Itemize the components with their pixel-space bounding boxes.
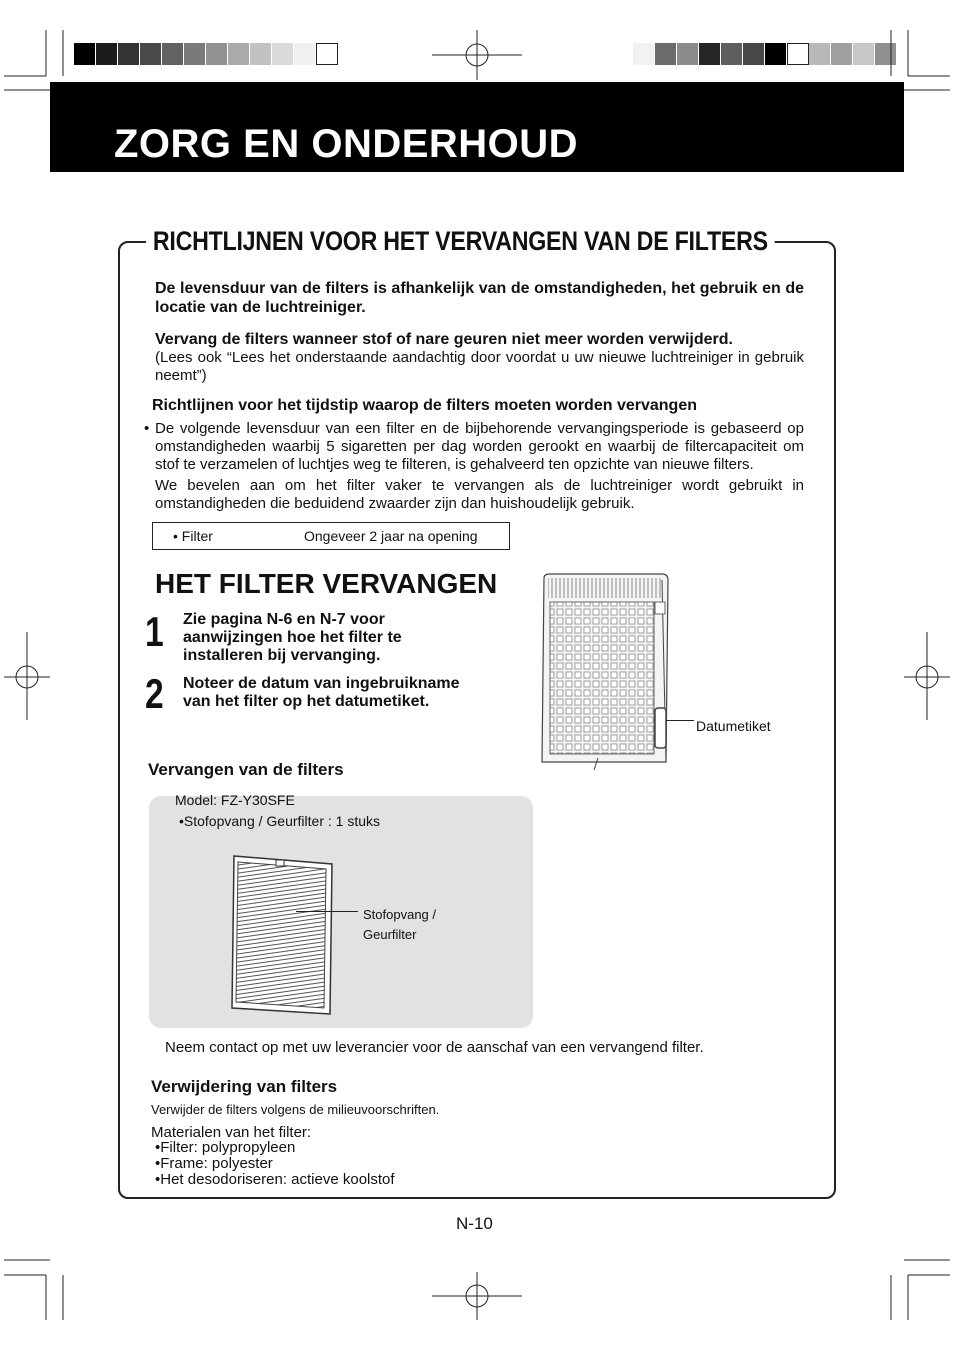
filter-info-panel xyxy=(149,796,533,1028)
model-text: Model: FZ-Y30SFE xyxy=(175,792,295,808)
header-banner xyxy=(50,82,904,172)
replace-heading: Vervang de filters wanneer stof of nare geuren niet meer worden verwijderd. xyxy=(155,331,733,348)
materials-list xyxy=(155,1140,395,1188)
filter-label-line-2: Geurfilter xyxy=(363,927,417,942)
date-label: Datumetiket xyxy=(696,718,771,734)
step-1-text: Zie pagina N-6 en N-7 voor aanwijzingen hoe het filter te installeren bij vervanging. xyxy=(183,611,402,664)
date-label-leader xyxy=(666,720,694,721)
model-item: •Stofopvang / Geurfilter : 1 stuks xyxy=(179,813,380,829)
material-item: •Het desodoriseren: actieve koolstof xyxy=(155,1171,395,1188)
timing-heading: Richtlijnen voor het tijdstip waarop de filters moeten worden vervangen xyxy=(152,397,697,414)
material-item: •Filter: polypropyleen xyxy=(155,1139,296,1156)
filter-label-line-1: Stofopvang / xyxy=(363,907,436,922)
contact-text: Neem contact op met uw leverancier voor de aanschaf van een vervangend filter. xyxy=(165,1039,704,1056)
replacement-heading: Vervangen van de filters xyxy=(148,760,344,779)
step-2-text: Noteer de datum van ingebruikname van het filter op het datumetiket. xyxy=(183,675,460,710)
filter-label xyxy=(363,905,436,945)
timing-bullet: De volgende levensduur van een filter en de bijbehorende vervangingsperiode is gebaseerd op omstandigheden waarbij 5 sigaretten per dag worden gerookt en waarbij de filtercapaciteit om stof te verzamelen of luchtjes weg te filteren, is gehalveerd ten opzichte van nieuwe filters. xyxy=(155,420,804,473)
filter-icon xyxy=(230,852,336,1018)
materials-heading: Materialen van het filter: xyxy=(151,1124,312,1141)
replace-title: HET FILTER VERVANGEN xyxy=(155,568,498,599)
intro-text: De levensduur van de filters is afhankelijk van de omstandigheden, het gebruik en de locatie van de luchtreiniger. xyxy=(155,280,804,316)
replace-note: (Lees ook “Lees het onderstaande aandachtig door voordat u uw nieuwe luchtreiniger in gebruik neemt”) xyxy=(155,349,804,384)
disposal-text: Verwijder de filters volgens de milieuvoorschriften. xyxy=(151,1102,440,1117)
page-title: ZORG EN ONDERHOUD xyxy=(114,122,579,166)
step-2-number: 2 xyxy=(145,670,164,717)
guidelines-title: RICHTLIJNEN VOOR HET VERVANGEN VAN DE FILTERS xyxy=(146,226,775,257)
table-label: • Filter xyxy=(173,528,213,544)
step-1-number: 1 xyxy=(145,608,164,655)
bullet-icon: • xyxy=(144,420,150,437)
air-purifier-icon xyxy=(538,572,688,772)
table-value: Ongeveer 2 jaar na opening xyxy=(304,528,478,544)
material-item: •Frame: polyester xyxy=(155,1155,273,1172)
page-number: N-10 xyxy=(456,1214,493,1233)
lifespan-table xyxy=(152,522,510,550)
filter-label-leader xyxy=(296,911,358,912)
advice-text: We bevelen aan om het filter vaker te vervangen als de luchtreiniger wordt gebruikt in omstandigheden die beduidend zwaarder zijn dan huishoudelijk gebruik. xyxy=(155,477,804,512)
disposal-heading: Verwijdering van filters xyxy=(151,1077,338,1096)
